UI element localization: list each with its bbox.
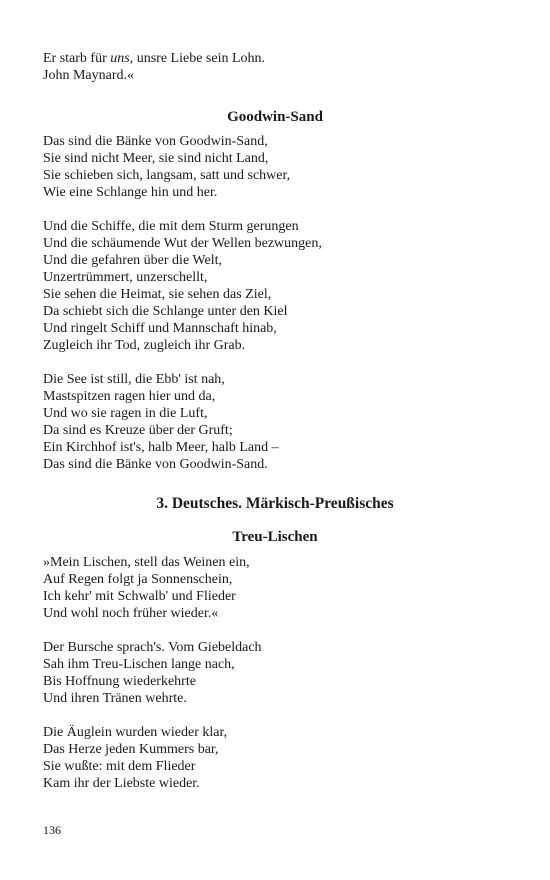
verse-line: Das Herze jeden Kummers bar, [43, 742, 219, 757]
verse-line: »Mein Lischen, stell das Weinen ein, [43, 555, 250, 570]
verse-line: Und ringelt Schiff und Mannschaft hinab, [43, 321, 277, 336]
verse-line: Und wohl noch früher wieder.« [43, 606, 219, 621]
verse-line: Die Äuglein wurden wieder klar, [43, 725, 228, 740]
poem-title-goodwin-sand: Goodwin-Sand [227, 109, 323, 125]
opening-line-1: Er starb für uns, unsre Liebe sein Lohn. [43, 51, 266, 66]
verse-line: Das sind die Bänke von Goodwin-Sand. [43, 457, 268, 472]
emphasis-uns: uns [110, 51, 130, 66]
verse-line: Kam ihr der Liebste wieder. [43, 776, 200, 791]
verse-line: Sah ihm Treu-Lischen lange nach, [43, 657, 235, 672]
verse-line: Da sind es Kreuze über der Gruft; [43, 423, 233, 438]
verse-line: Der Bursche sprach's. Vom Giebeldach [43, 640, 262, 655]
verse-line: Unzertrümmert, unzerschellt, [43, 270, 208, 285]
verse-line: Sie wußte: mit dem Flieder [43, 759, 196, 774]
verse-line: Ich kehr' mit Schwalb' und Flieder [43, 589, 236, 604]
verse-line: Ein Kirchhof ist's, halb Meer, halb Land – [43, 440, 279, 455]
poem-title-treu-lischen: Treu-Lischen [232, 529, 318, 545]
verse-line: Zugleich ihr Tod, zugleich ihr Grab. [43, 338, 246, 353]
section-heading: 3. Deutsches. Märkisch-Preußisches [156, 495, 394, 512]
verse-line: Wie eine Schlange hin und her. [43, 185, 218, 200]
verse-line: Sie schieben sich, langsam, satt und schwer, [43, 168, 291, 183]
verse-line: Sie sehen die Heimat, sie sehen das Ziel, [43, 287, 272, 302]
verse-line: Und die gefahren über die Welt, [43, 253, 222, 268]
verse-line: Und die schäumende Wut der Wellen bezwungen, [43, 236, 322, 251]
page-number: 136 [43, 823, 61, 837]
verse-line: Und die Schiffe, die mit dem Sturm gerungen [43, 219, 299, 234]
verse-line: Sie sind nicht Meer, sie sind nicht Land, [43, 151, 269, 166]
verse-line: Die See ist still, die Ebb' ist nah, [43, 372, 225, 387]
verse-line: Bis Hoffnung wiederkehrte [43, 674, 196, 689]
opening-line-2: John Maynard.« [43, 68, 134, 83]
verse-line: Mastspitzen ragen hier und da, [43, 389, 216, 404]
verse-line: Und ihren Tränen wehrte. [43, 691, 187, 706]
verse-line: Da schiebt sich die Schlange unter den Kiel [43, 304, 288, 319]
verse-line: Auf Regen folgt ja Sonnenschein, [43, 572, 233, 587]
verse-line: Das sind die Bänke von Goodwin-Sand, [43, 134, 268, 149]
verse-line: Und wo sie ragen in die Luft, [43, 406, 208, 421]
